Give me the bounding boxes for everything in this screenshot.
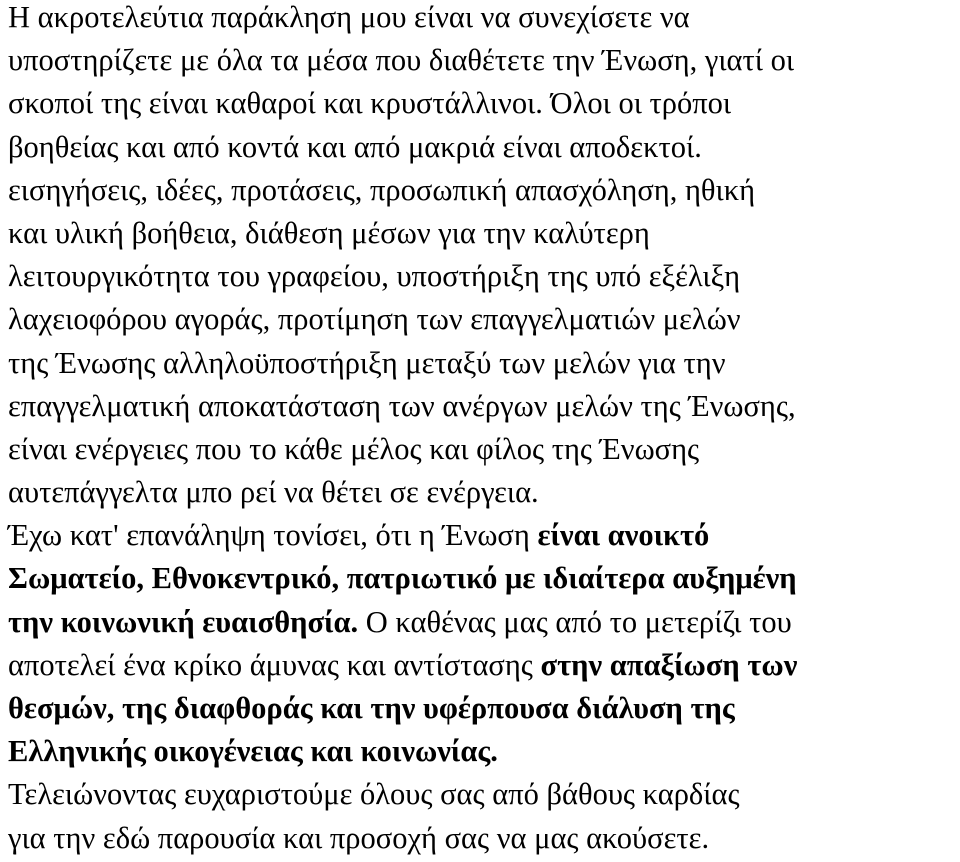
text-span: αυτεπάγγελτα μπο ρεί να θέτει σε ενέργεια. xyxy=(8,475,539,510)
text-line xyxy=(8,644,960,687)
text-line xyxy=(8,0,960,39)
bold-text-span: την κοινωνική ευαισθησία. xyxy=(8,604,359,639)
bold-text-span: Ελληνικής οικογένειας και κοινωνίας. xyxy=(8,734,498,769)
text-line xyxy=(8,773,960,816)
text-span: Η ακροτελεύτια παράκληση μου είναι να συνεχίσετε να xyxy=(8,0,690,34)
bold-text-span: θεσμών, της διαφθοράς και την υφέρπουσα διάλυση της xyxy=(8,691,735,725)
text-line xyxy=(8,687,960,730)
text-span: σκοποί της είναι καθαροί και κρυστάλλινοι. Όλοι οι τρόποι xyxy=(8,86,732,121)
bold-text-span: στην απαξίωση των xyxy=(540,647,798,682)
text-span: υποστηρίζετε με όλα τα μέσα που διαθέτετε την Ένωση, γιατί οι xyxy=(8,43,795,78)
bold-text-span: είναι ανοικτό xyxy=(537,518,710,553)
bold-text-span: Σωματείο, Εθνοκεντρικό, πατριωτικό με ιδιαίτερα αυξημένη xyxy=(8,561,797,596)
text-span: Ο καθένας μας από το μετερίζι του xyxy=(358,604,792,639)
text-line xyxy=(8,557,960,600)
text-line xyxy=(8,471,960,514)
text-span: λειτουργικότητα του γραφείου, υποστήριξη της υπό εξέλιξη xyxy=(8,259,741,294)
text-line xyxy=(8,39,960,82)
text-span: εισηγήσεις, ιδέες, προτάσεις, προσωπική απασχόληση, ηθική xyxy=(8,172,756,207)
text-span: είναι ενέργειες που το κάθε μέλος και φίλος της Ένωσης xyxy=(8,431,700,466)
text-span: βοηθείας και από κοντά και από μακριά είναι αποδεκτοί. xyxy=(8,129,702,164)
text-span: Τελειώνοντας ευχαριστούμε όλους σας από βάθους καρδίας xyxy=(8,777,740,812)
text-line xyxy=(8,212,960,255)
text-line xyxy=(8,255,960,298)
text-line xyxy=(8,169,960,212)
text-span: της Ένωσης αλληλοϋποστήριξη μεταξύ των μελών για την xyxy=(8,345,726,380)
text-line xyxy=(8,817,960,860)
text-line xyxy=(8,730,960,773)
text-line xyxy=(8,126,960,169)
text-span: αποτελεί ένα κρίκο άμυνας και αντίστασης xyxy=(8,647,541,682)
text-line xyxy=(8,82,960,125)
text-span: επαγγελματική αποκατάσταση των ανέργων μελών της Ένωσης, xyxy=(8,388,796,423)
text-span: και υλική βοήθεια, διάθεση μέσων για την καλύτερη xyxy=(8,215,650,250)
text-line xyxy=(8,385,960,428)
text-span: για την εδώ παρουσία και προσοχή σας να μας ακούσετε. xyxy=(8,820,710,855)
text-line xyxy=(8,298,960,341)
text-line xyxy=(8,601,960,644)
text-line xyxy=(8,428,960,471)
text-span: Έχω κατ' επανάληψη τονίσει, ότι η Ένωση xyxy=(8,518,538,553)
document-body xyxy=(8,0,960,860)
text-line xyxy=(8,514,960,557)
text-line xyxy=(8,342,960,385)
text-span: λαχειοφόρου αγοράς, προτίμηση των επαγγελματιών μελών xyxy=(8,302,741,337)
